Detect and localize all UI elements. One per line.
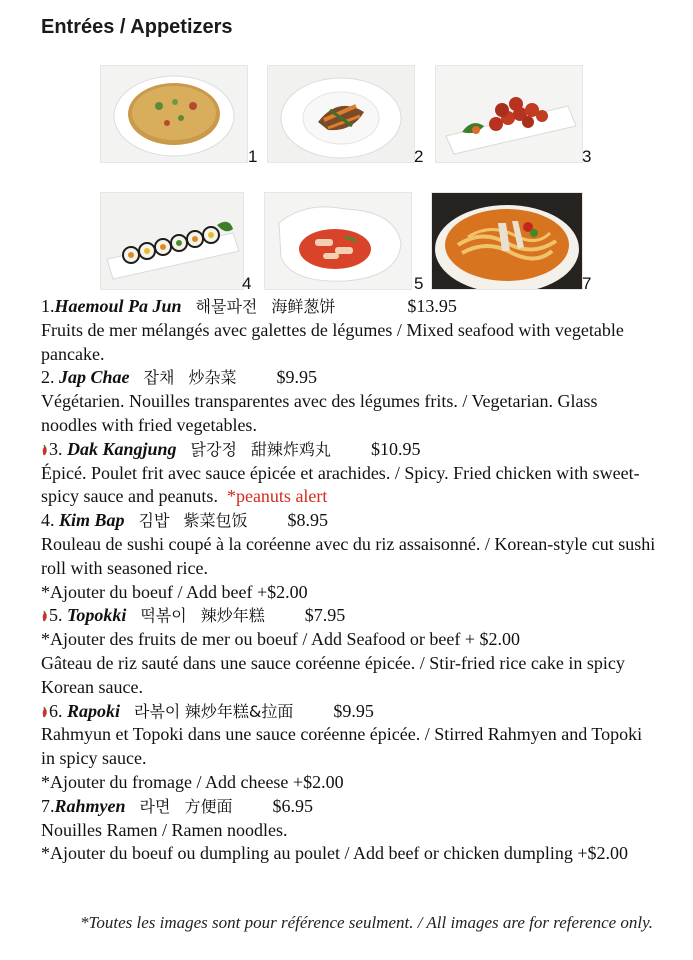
photo-label-3: 3: [582, 147, 592, 166]
photo-kim-bap: [100, 192, 244, 290]
photo-label-7: 7: [582, 274, 592, 293]
item-price: $8.95: [287, 510, 328, 531]
item-name: Kim Bap: [59, 510, 125, 531]
menu-item-7-description: Nouilles Ramen / Ramen noodles.: [41, 819, 288, 840]
item-chinese-name: 炒杂菜: [188, 368, 237, 388]
menu-item-7-addon: *Ajouter du boeuf ou dumpling au poulet / Add beef or chicken dumpling +$2.00: [41, 843, 629, 864]
photo-haemoul-pa-jun: [100, 65, 248, 163]
menu-item-4-addon: *Ajouter du boeuf / Add beef +$2.00: [41, 581, 308, 602]
item-name: Jap Chae: [59, 367, 130, 388]
item-description-text: Épicé. Poulet frit avec sauce épicée et arachides. / Spicy. Fried chicken with sweet-spicy sauce and peanuts.: [41, 462, 640, 507]
item-price: $7.95: [304, 605, 346, 626]
menu-item-4-header: [41, 509, 656, 533]
photo-topokki: [264, 192, 412, 290]
item-price: $10.95: [370, 438, 421, 459]
item-number: 6.: [49, 700, 67, 721]
chili-pepper-icon: [41, 445, 48, 456]
menu-item-5-header: [41, 604, 656, 628]
menu-item-3-header: [41, 438, 656, 462]
menu-item-1-header: [41, 295, 656, 319]
menu-item-6-header: [41, 700, 656, 724]
item-name: Rapoki: [67, 700, 121, 721]
item-name: Topokki: [67, 605, 127, 626]
chili-pepper-icon: [41, 611, 48, 622]
item-korean-name: 잡채: [143, 368, 175, 388]
item-number: 4.: [41, 510, 59, 531]
item-korean-name: 해물파전: [195, 297, 258, 316]
photo-label-1: 1: [248, 147, 258, 166]
item-name: Haemoul Pa Jun: [54, 296, 182, 316]
chili-pepper-icon: [41, 707, 48, 718]
item-number: 3.: [49, 438, 67, 459]
item-number: 2.: [41, 367, 59, 388]
menu-item-6-description: Rahmyun et Topoki dans une sauce coréenne épicée. / Stirred Rahmyen and Topoki in spicy sauce.: [41, 724, 643, 769]
menu-item-2-description: Végétarien. Nouilles transparentes avec des légumes frits. / Vegetarian. Glass noodles with fried vegetables.: [41, 391, 598, 435]
photo-label-4: 4: [242, 274, 252, 293]
photo-rahmyen: [431, 192, 583, 290]
photo-label-2: 2: [414, 147, 424, 166]
item-price: $13.95: [407, 296, 457, 316]
item-number: 7.: [41, 795, 55, 816]
photo-label-5: 5: [414, 274, 424, 293]
item-korean-name: 김밥: [138, 511, 170, 531]
item-chinese-name: 方便面: [184, 796, 233, 816]
item-chinese-name: 紫菜包饭: [183, 511, 248, 531]
menu-item-6-addon: *Ajouter du fromage / Add cheese +$2.00: [41, 771, 344, 792]
photo-dak-kangjung: [435, 65, 583, 163]
page-title: Entrées / Appetizers: [41, 16, 233, 38]
item-chinese-name: 甜辣炸鸡丸: [250, 439, 331, 459]
menu-item-5-addon: *Ajouter des fruits de mer ou boeuf / Add Seafood or beef + $2.00: [41, 629, 521, 650]
item-price: $9.95: [333, 700, 374, 721]
image-disclaimer: *Toutes les images sont pour référence seulment. / All images are for reference only.: [79, 913, 653, 932]
item-price: $6.95: [272, 795, 313, 816]
item-korean-name: 닭강정: [190, 439, 237, 459]
peanuts-alert: *peanuts alert: [226, 486, 328, 507]
item-chinese-name: 辣炒年糕: [200, 606, 265, 626]
item-name: Rahmyen: [54, 795, 126, 816]
item-number: 1.: [41, 296, 55, 316]
menu-item-1-description: Fruits de mer mélangés avec galettes de légumes / Mixed seafood with vegetable pancake.: [41, 319, 624, 364]
menu-item-2-header: [41, 366, 656, 390]
item-number: 5.: [49, 605, 67, 626]
menu-item-4-description: Rouleau de sushi coupé à la coréenne avec du riz assaisonné. / Korean-style cut sushi roll with seasoned rice.: [41, 533, 656, 578]
item-name: Dak Kangjung: [67, 438, 177, 459]
menu-item-7-header: [41, 795, 656, 819]
item-chinese-name: 辣炒年糕&拉面: [184, 701, 294, 721]
menu-item-5-description: Gâteau de riz sauté dans une sauce coréenne épicée. / Stir-fried rice cake in spicy Korean sauce.: [41, 652, 625, 697]
menu-list: [41, 295, 656, 866]
item-korean-name: 라면: [139, 796, 171, 816]
item-chinese-name: 海鲜葱饼: [271, 297, 336, 316]
item-korean-name: 떡볶이: [140, 606, 187, 626]
photo-jap-chae: [267, 65, 415, 163]
item-price: $9.95: [276, 367, 317, 388]
item-korean-name: 라볶이: [134, 701, 181, 721]
menu-item-3-description: [41, 462, 656, 510]
